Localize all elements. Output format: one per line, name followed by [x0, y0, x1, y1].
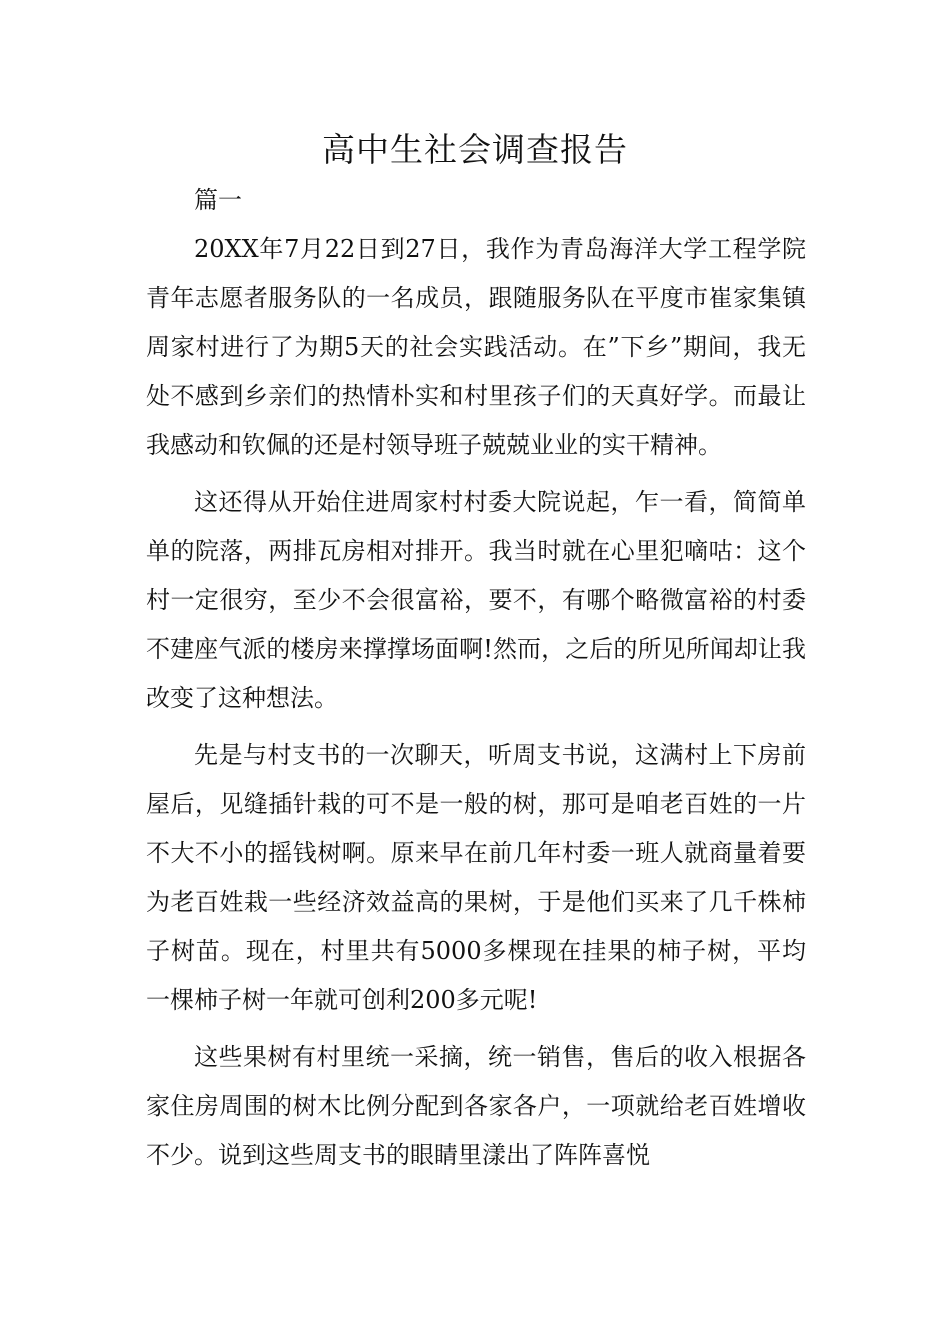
paragraph-3: 先是与村支书的一次聊天，听周支书说，这满村上下房前屋后，见缝插针栽的可不是一般的树，那可是咱老百姓的一片不大不小的摇钱树啊。原来早在前几年村委一班人就商量着要为老百姓栽一些经济效益高的果树，于是他们买来了几千株柿子树苗。现在，村里共有5000多棵现在挂果的柿子树，平均一棵柿子树一年就可创利200多元呢!	[146, 741, 806, 1014]
paragraph-4: 这些果树有村里统一采摘，统一销售，售后的收入根据各家住房周围的树木比例分配到各家各户，一项就给老百姓增收不少。说到这些周支书的眼睛里漾出了阵阵喜悦	[146, 1043, 806, 1169]
section-label: 篇一	[194, 186, 242, 214]
paragraph-1: 20XX年7月22日到27日，我作为青岛海洋大学工程学院青年志愿者服务队的一名成员，跟随服务队在平度市崔家集镇周家村进行了为期5天的社会实践活动。在”下乡”期间，我无处不感到乡亲们的热情朴实和村里孩子们的天真好学。而最让我感动和钦佩的还是村领导班子兢兢业业的实干精神。	[146, 235, 806, 459]
paragraph-2: 这还得从开始住进周家村村委大院说起，乍一看，简简单单的院落，两排瓦房相对排开。我当时就在心里犯嘀咕：这个村一定很穷，至少不会很富裕，要不，有哪个略微富裕的村委不建座气派的楼房来撑撑场面啊!然而，之后的所见所闻却让我改变了这种想法。	[146, 488, 806, 712]
document-body	[146, 176, 806, 1180]
document-title: 高中生社会调查报告	[322, 130, 628, 169]
